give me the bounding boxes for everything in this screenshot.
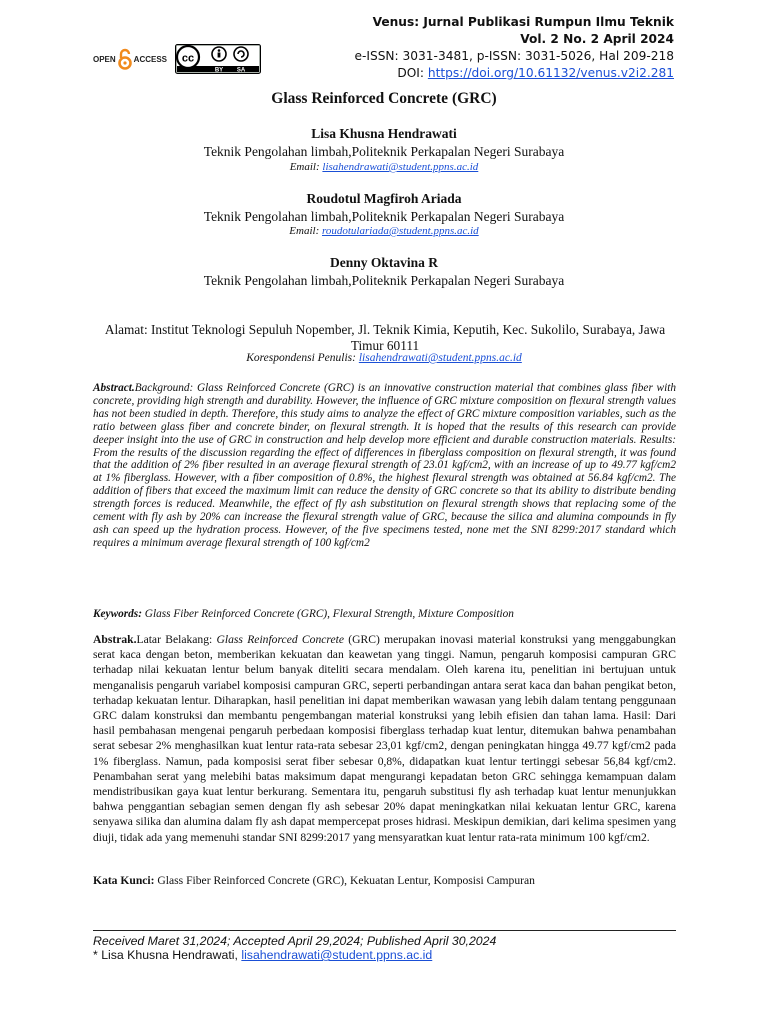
abstract-indonesian xyxy=(93,632,676,845)
footnote-email-link[interactable]: lisahendrawati@student.ppns.ac.id xyxy=(241,948,433,962)
cc-sa-label: SA xyxy=(236,67,246,74)
journal-info xyxy=(354,14,674,82)
keywords-indonesian xyxy=(93,874,676,887)
keywords-english xyxy=(93,608,676,620)
footer-divider xyxy=(93,930,676,931)
author-email-line xyxy=(0,161,768,173)
author-name: Lisa Khusna Hendrawati xyxy=(311,126,457,141)
author-email-line xyxy=(0,225,768,237)
abstrak-lead: Latar Belakang: xyxy=(136,633,217,646)
doi-link[interactable]: https://doi.org/10.61132/venus.v2i2.281 xyxy=(427,66,674,80)
author-name: Roudotul Magfiroh Ariada xyxy=(306,191,462,206)
abstract-text: Background: Glass Reinforced Concrete (GRC) is an innovative construction material that combines glass fiber with concrete, providing high strength and durability. However, the influence of GRC mixture composition on flexural strength values has not been studied in depth. Therefore, this study aims to analyze the effect of GRC mixture composition variables, such as the ratio between glass fiber and concrete binder, on flexural strength. It is hoped that the results of this research can provide deeper insight into the use of GRC in construction and help develop more efficient and durable construction materials. Results: From the results of the discussion regarding the effect of differences in fiberglass composition on flexural strength, it was found that the addition of 2% fiber resulted in an average flexural strength of 23.01 kgf/cm2, with an increase of up to 49.77 kgf/cm2 at 1% fiberglass. However, with a fiber composition of 0.8%, the highest flexural strength was obtained at 56.84 kgf/cm2. The addition of fibers that exceed the maximum limit can reduce the density of GRC concrete so that its ability to distribute bending strength forces is reduced. Meanwhile, the effect of fly ash substitution on flexural strength shows that replacing some of the cement with fly ash by 20% can increase the flexural strength value of GRC, because the silica and alumina compounds in fly ash can speed up the hydration process. However, of the five specimens tested, none met the SNI 8299:2017 standard which requires a minimum average flexural strength of 100 kgf/cm2 xyxy=(93,382,676,549)
journal-volume: Vol. 2 No. 2 April 2024 xyxy=(520,32,674,46)
journal-issn: e-ISSN: 3031-3481, p-ISSN: 3031-5026, Hal 209-218 xyxy=(354,49,674,63)
author-affiliation: Teknik Pengolahan limbah,Politeknik Perkapalan Negeri Surabaya xyxy=(203,209,565,224)
author-name: Denny Oktavina R xyxy=(329,255,439,270)
cc-by-sa-badge[interactable] xyxy=(175,44,261,74)
correspondence xyxy=(0,352,768,364)
correspondence-label: Korespondensi Penulis: xyxy=(246,352,356,364)
email-label: Email: xyxy=(289,161,320,173)
cc-license-icon xyxy=(175,44,261,74)
abstrak-lead-italic: Glass Reinforced Concrete xyxy=(216,633,344,646)
open-access-text-right: ACCESS xyxy=(133,54,168,64)
author-email-link[interactable]: roudotulariada@student.ppns.ac.id xyxy=(322,225,479,237)
correspondence-email-link[interactable]: lisahendrawati@student.ppns.ac.id xyxy=(358,352,522,364)
keywords-text: Glass Fiber Reinforced Concrete (GRC), Flexural Strength, Mixture Composition xyxy=(144,608,514,620)
kata-kunci-label: Kata Kunci: xyxy=(93,874,155,887)
doi-label: DOI: xyxy=(397,66,424,80)
open-access-text-left: OPEN xyxy=(93,54,116,64)
open-access-logo xyxy=(93,48,167,70)
keywords-label: Keywords: xyxy=(93,608,142,620)
abstract-english xyxy=(93,382,676,550)
svg-text:cc: cc xyxy=(181,52,195,65)
abstrak-label: Abstrak. xyxy=(93,633,137,646)
received-dates: Received Maret 31,2024; Accepted April 29,2024; Published April 30,2024 xyxy=(93,934,497,948)
footnote-prefix: * Lisa Khusna Hendrawati, xyxy=(93,948,238,962)
abstract-label: Abstract. xyxy=(93,382,135,394)
cc-by-label: BY xyxy=(214,67,224,74)
address: Alamat: Institut Teknologi Sepuluh Nopember, Jl. Teknik Kimia, Keputih, Kec. Sukolilo, Surabaya, Jawa Timur 60111 xyxy=(104,322,666,353)
open-lock-icon xyxy=(117,48,133,70)
corresponding-author-footnote xyxy=(93,948,432,962)
kata-kunci-text: Glass Fiber Reinforced Concrete (GRC), Kekuatan Lentur, Komposisi Campuran xyxy=(157,874,535,887)
author-affiliation: Teknik Pengolahan limbah,Politeknik Perkapalan Negeri Surabaya xyxy=(203,273,565,288)
paper-title: Glass Reinforced Concrete (GRC) xyxy=(271,90,497,107)
license-badges xyxy=(93,44,261,74)
abstrak-text: (GRC) merupakan inovasi material konstruksi yang menggabungkan serat kaca dengan beton, memberikan kekuatan dan keawetan yang tinggi. Namun, pengaruh komposisi campuran GRC terhadap nilai kekuatan lentur belum banyak diteliti secara mendalam. Oleh karena itu, penelitian ini bertujuan untuk menganalisis pengaruh variabel komposisi campuran GRC, seperti perbandingan antara serat kaca dan bahan pengikat beton, terhadap kekuatan lentur. Diharapkan, hasil penelitian ini dapat memberikan wawasan yang lebih dalam tentang penggunaan GRC dalam konstruksi dan membantu pengembangan material konstruksi yang lebih efisien dan tahan lama. Hasil: Dari hasil pembahasan mengenai pengaruh perbedaan komposisi fiberglass terhadap kuat lentur, ditemukan bahwa penambahan serat sebesar 2% menghasilkan kuat lentur rata-rata sebesar 23,01 kgf/cm2, dengan peningkatan hingga 49.77 kgf/cm2 pada 1% fiberglass. Namun, pada komposisi serat fiber sebesar 0,8%, didapatkan kuat lentur tertinggi sebesar 56,84 kgf/cm2. Penambahan serat yang melebihi batas maksimum dapat mengurangi kepadatan beton GRC sehingga kemampuan dalam mendistribusikan gaya kuat lentur berkurang. Sementara itu, pengaruh substitusi fly ash terhadap kuat lentur menunjukkan bahwa penggantian sebagian semen dengan fly ash sebesar 20% dapat meningkatkan nilai kekuatan lentur GRC, karena senyawa silika dan alumina dalam fly ash dapat mempercepat proses hidrasi. Meskipun demikian, dari kelima spesimen yang diuji, tidak ada yang memenuhi standar SNI 8299:2017 yang mensyaratkan kuat lentur rata-rata minimum 100 kgf/cm2. xyxy=(93,633,676,844)
journal-name: Venus: Jurnal Publikasi Rumpun Ilmu Teknik xyxy=(372,15,674,29)
email-label: Email: xyxy=(289,225,320,237)
author-email-link[interactable]: lisahendrawati@student.ppns.ac.id xyxy=(322,161,479,173)
doi-row xyxy=(354,65,674,82)
author-affiliation: Teknik Pengolahan limbah,Politeknik Perkapalan Negeri Surabaya xyxy=(203,144,565,159)
